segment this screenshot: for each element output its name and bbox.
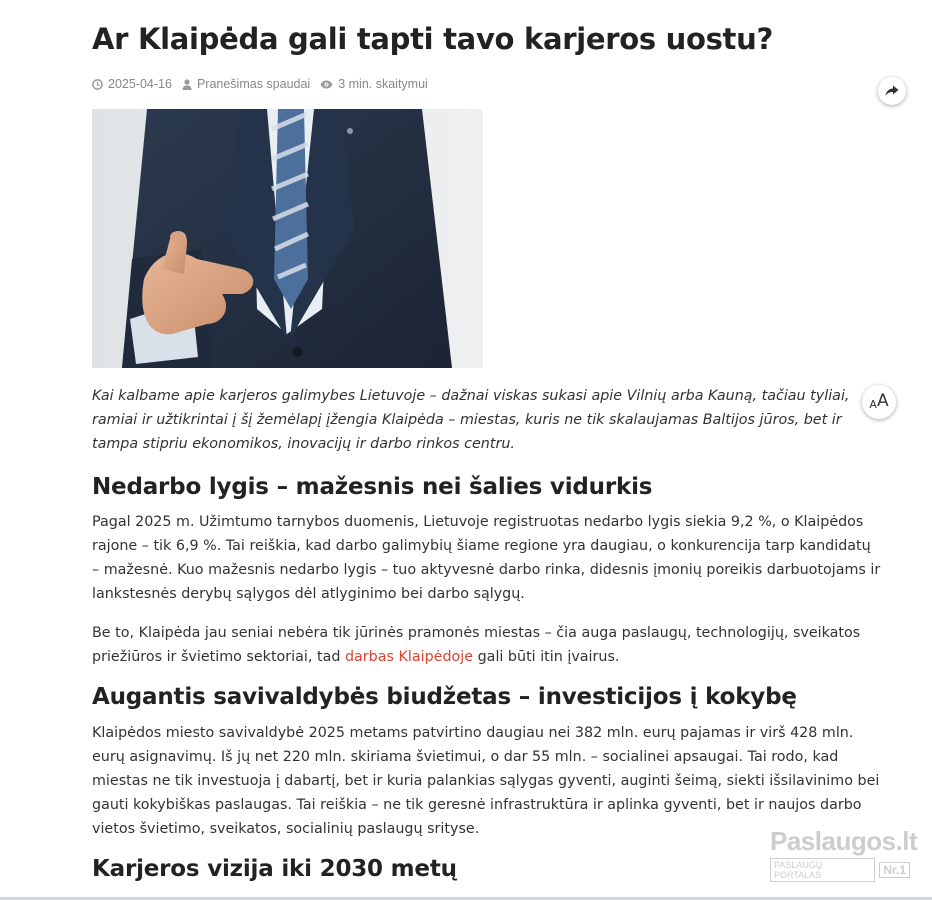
article-meta: [92, 77, 432, 91]
share-icon: [885, 82, 899, 101]
eye-icon: [320, 80, 333, 89]
section-heading-vision-2030: Karjeros vizija iki 2030 metų: [92, 856, 457, 882]
link-darbas-klaipedoje[interactable]: darbas Klaipėdoje: [344, 649, 474, 665]
section-unemployment-paragraph-2: [92, 621, 882, 669]
section-unemployment-paragraph-1: Pagal 2025 m. Užimtumo tarnybos duomenis, Lietuvoje registruotas nedarbo lygis siekia 9,2 %, o Klaipėdos rajone – tik 6,9 %. Tai reiškia, kad darbo galimybių šiame regione yra daugiau, o konkurencija tarp kandidatų – mažesnė. Kuo mažesnis nedarbo lygis – tuo aktyvesnė darbo rinka, didesnis įmonių poreikis darbuotojams ir lankstesnės derybų sąlygos dėl atlyginimo bei darbo sąlygų.: [92, 514, 881, 602]
meta-date: [92, 77, 172, 91]
user-icon: [182, 79, 192, 90]
article-lead: Kai kalbame apie karjeros galimybes Lietuvoje – dažnai viskas sukasi apie Vilnių arba Kauną, tačiau tyliai, ramiai ir užtikrintai į šį žemėlapį įžengia Klaipėda – miestas, kuris ne tik skalaujamas Baltijos jūros, bet ir tampa stipriu ekonomikos, inovacijų ir darbo rinkos centru.: [92, 388, 850, 452]
watermark-sub: [770, 858, 910, 882]
font-size-large-glyph: A: [876, 391, 889, 411]
watermark-subtitle: PASLAUGŲ PORTALAS: [770, 858, 875, 882]
article-title: Ar Klaipėda gali tapti tavo karjeros uostu?: [92, 22, 773, 56]
font-size-small-glyph: A: [869, 398, 877, 411]
paragraph-text: gali būti itin įvairus.: [473, 649, 620, 665]
article-image: [92, 109, 483, 368]
watermark-badge: Nr.1: [879, 862, 910, 878]
section-budget-paragraph: Klaipėdos miesto savivaldybė 2025 metams patvirtino daugiau nei 382 mln. eurų pajamas ir virš 428 mln. eurų asignavimų. Iš jų net 220 mln. skiriama švietimui, o dar 55 mln. – socialinei apsaugai. Tai rodo, kad miestas ne tik investuoja į dabartį, bet ir kuria palankias sąlygas gyventi, auginti šeimą, siekti išsilavinimo bei gauti kokybiškas paslaugas. Tai reiškia – ne tik geresnė infrastruktūra ir aplinka gyventi, bet ir naujos darbo vietos švietimo, sveikatos, socialinių paslaugų srityse.: [92, 725, 880, 837]
watermark-brand: Paslaugos.lt: [770, 826, 918, 856]
share-button[interactable]: [878, 77, 906, 105]
meta-category-text[interactable]: Pranešimas spaudai: [196, 77, 311, 91]
meta-read-time-text: 3 min. skaitymui: [338, 77, 428, 91]
font-size-button[interactable]: [862, 385, 896, 419]
watermark-logo: [770, 826, 918, 880]
section-heading-unemployment: Nedarbo lygis – mažesnis nei šalies vidurkis: [92, 474, 653, 500]
meta-category[interactable]: [182, 77, 310, 91]
meta-read-time: [320, 77, 428, 91]
meta-date-text: 2025-04-16: [108, 77, 172, 91]
paragraph-text: Be to, Klaipėda jau seniai nebėra tik jūrinės pramonės miestas – čia auga paslaugų, technologijų, sveikatos priežiūros ir švietimo sektoriai, tad: [92, 625, 861, 665]
clock-icon: [92, 79, 103, 90]
section-heading-budget: Augantis savivaldybės biudžetas – investicijos į kokybę: [92, 684, 797, 710]
